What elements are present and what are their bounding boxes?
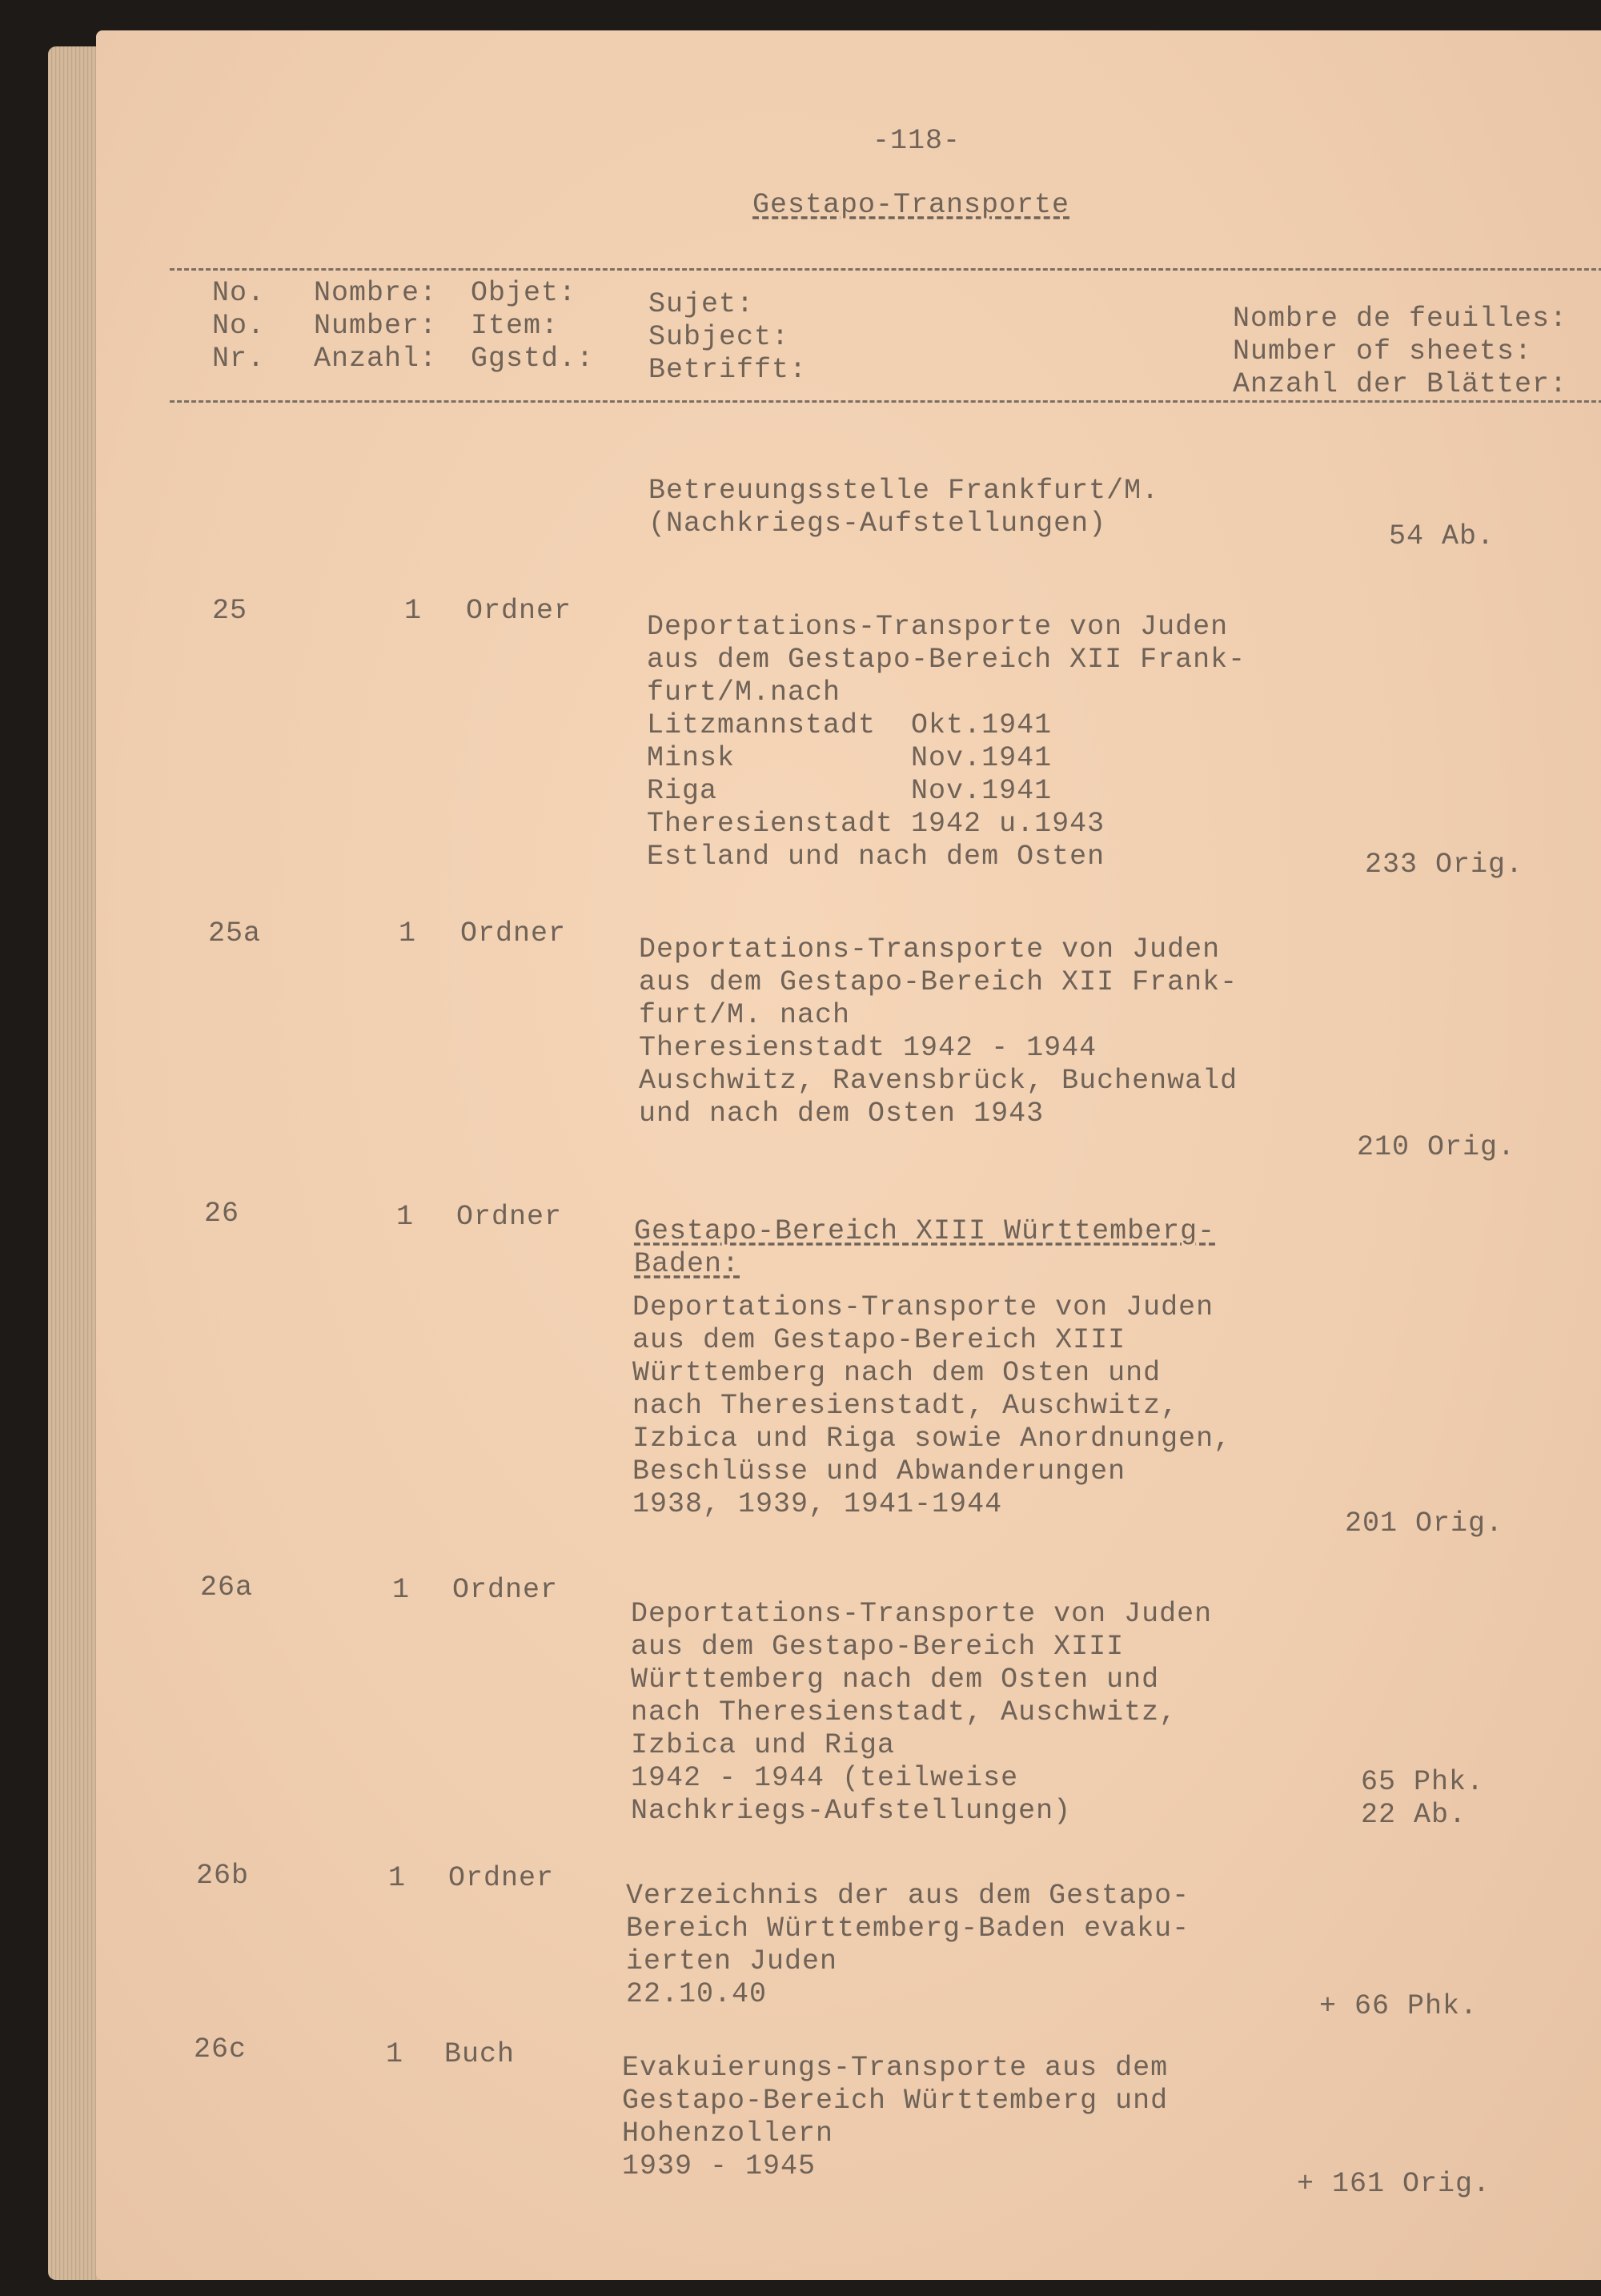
header-subject-fr: Sujet: <box>648 288 755 320</box>
header-count-fr: Nombre: <box>314 277 438 309</box>
entry-4-count: 1 <box>392 1574 411 1606</box>
entry-6-count: 1 <box>386 2038 404 2070</box>
subject-line: nach Theresienstadt, Auschwitz, <box>632 1390 1179 1422</box>
subject-line: Auschwitz, Ravensbrück, Buchenwald <box>639 1065 1238 1097</box>
entry-2-no: 25a <box>208 917 262 949</box>
entry-5-item: Ordner <box>448 1862 555 1894</box>
header-sheets-fr: Nombre de feuilles: <box>1233 303 1568 335</box>
header-subject-de: Betrifft: <box>648 354 808 386</box>
entry-5-no: 26b <box>196 1860 250 1892</box>
subject-line: Hohenzollern <box>622 2117 834 2149</box>
subject-line: Estland und nach dem Osten <box>647 841 1105 873</box>
subject-line: furt/M. nach <box>639 999 851 1031</box>
subject-line: (Nachkriegs-Aufstellungen) <box>648 508 1107 540</box>
entry-5-count: 1 <box>388 1862 407 1894</box>
header-rule-top <box>170 268 1601 271</box>
entry-1-sheets: 233 Orig. <box>1365 849 1524 881</box>
subject-heading-line: Gestapo-Bereich XIII Württemberg- <box>634 1215 1216 1247</box>
header-count-en: Number: <box>314 310 438 342</box>
entry-2-item: Ordner <box>460 917 567 949</box>
entry-6-sheets: + 161 Orig. <box>1297 2168 1491 2200</box>
sheets-line: 22 Ab. <box>1361 1799 1467 1831</box>
entry-2-count: 1 <box>399 917 417 949</box>
subject-line: Minsk Nov.1941 <box>647 742 1053 774</box>
subject-line: und nach dem Osten 1943 <box>639 1098 1045 1130</box>
subject-line: Izbica und Riga <box>631 1729 896 1761</box>
subject-line: Betreuungsstelle Frankfurt/M. <box>648 475 1160 507</box>
subject-line: Bereich Württemberg-Baden evaku- <box>626 1913 1190 1945</box>
subject-line: Württemberg nach dem Osten und <box>631 1664 1160 1696</box>
entry-4-item: Ordner <box>452 1574 559 1606</box>
subject-line: 1938, 1939, 1941-1944 <box>632 1488 1003 1520</box>
subject-line: Nachkriegs-Aufstellungen) <box>631 1795 1072 1827</box>
subject-line: ierten Juden <box>626 1945 838 1977</box>
entry-0-sheets: 54 Ab. <box>1389 520 1495 552</box>
subject-line: Württemberg nach dem Osten und <box>632 1357 1162 1389</box>
subject-line: Deportations-Transporte von Juden <box>647 611 1229 643</box>
subject-line: aus dem Gestapo-Bereich XIII <box>632 1324 1126 1356</box>
subject-line: Litzmannstadt Okt.1941 <box>647 709 1053 741</box>
header-item-de: Ggstd.: <box>471 343 595 375</box>
subject-line: Deportations-Transporte von Juden <box>631 1598 1213 1630</box>
entry-3-sheets: 201 Orig. <box>1345 1507 1504 1539</box>
header-item-fr: Objet: <box>471 277 577 309</box>
entry-6-no: 26c <box>194 2033 247 2065</box>
entry-5-sheets: + 66 Phk. <box>1319 1990 1479 2022</box>
subject-line: Theresienstadt 1942 u.1943 <box>647 808 1105 840</box>
entry-4-no: 26a <box>200 1571 254 1604</box>
subject-line: 1939 - 1945 <box>622 2150 817 2182</box>
page-number: -118- <box>873 125 961 157</box>
header-no-en: No. <box>212 310 266 342</box>
subject-line: Izbica und Riga sowie Anordnungen, <box>632 1423 1232 1455</box>
subject-line: 22.10.40 <box>626 1978 768 2010</box>
subject-line: Verzeichnis der aus dem Gestapo- <box>626 1880 1190 1912</box>
subject-line: Deportations-Transporte von Juden <box>639 933 1221 965</box>
subject-line: aus dem Gestapo-Bereich XIII <box>631 1631 1125 1663</box>
subject-line: 1942 - 1944 (teilweise <box>631 1762 1019 1794</box>
subject-line: Theresienstadt 1942 - 1944 <box>639 1032 1097 1064</box>
header-sheets-de: Anzahl der Blätter: <box>1233 368 1568 400</box>
subject-line: aus dem Gestapo-Bereich XII Frank- <box>639 966 1238 998</box>
header-no-de: Nr. <box>212 343 266 375</box>
header-sheets-en: Number of sheets: <box>1233 335 1533 367</box>
header-rule-bottom <box>170 400 1601 403</box>
header-item-en: Item: <box>471 310 560 342</box>
entry-1-item: Ordner <box>466 595 572 627</box>
subject-line: Beschlüsse und Abwanderungen <box>632 1455 1126 1487</box>
entry-6-item: Buch <box>444 2038 516 2070</box>
subject-line: furt/M.nach <box>647 676 841 708</box>
entry-1-count: 1 <box>404 595 423 627</box>
entry-3-item: Ordner <box>456 1201 563 1233</box>
subject-heading-line: Baden: <box>634 1248 740 1280</box>
book-spread <box>48 30 1601 2280</box>
header-subject-en: Subject: <box>648 321 790 353</box>
sheets-line: 65 Phk. <box>1361 1766 1485 1798</box>
subject-line: Deportations-Transporte von Juden <box>632 1291 1214 1323</box>
subject-line: Gestapo-Bereich Württemberg und <box>622 2085 1169 2117</box>
subject-line: nach Theresienstadt, Auschwitz, <box>631 1696 1178 1728</box>
subject-line: aus dem Gestapo-Bereich XII Frank- <box>647 644 1246 676</box>
document-page <box>96 30 1601 2280</box>
entry-3-no: 26 <box>204 1198 240 1230</box>
subject-line: Evakuierungs-Transporte aus dem <box>622 2052 1169 2084</box>
entry-1-no: 25 <box>212 595 248 627</box>
subject-line: Riga Nov.1941 <box>647 775 1053 807</box>
header-no-fr: No. <box>212 277 266 309</box>
header-count-de: Anzahl: <box>314 343 438 375</box>
entry-3-count: 1 <box>396 1201 415 1233</box>
entry-2-sheets: 210 Orig. <box>1357 1131 1516 1163</box>
page-heading: Gestapo-Transporte <box>752 189 1070 221</box>
